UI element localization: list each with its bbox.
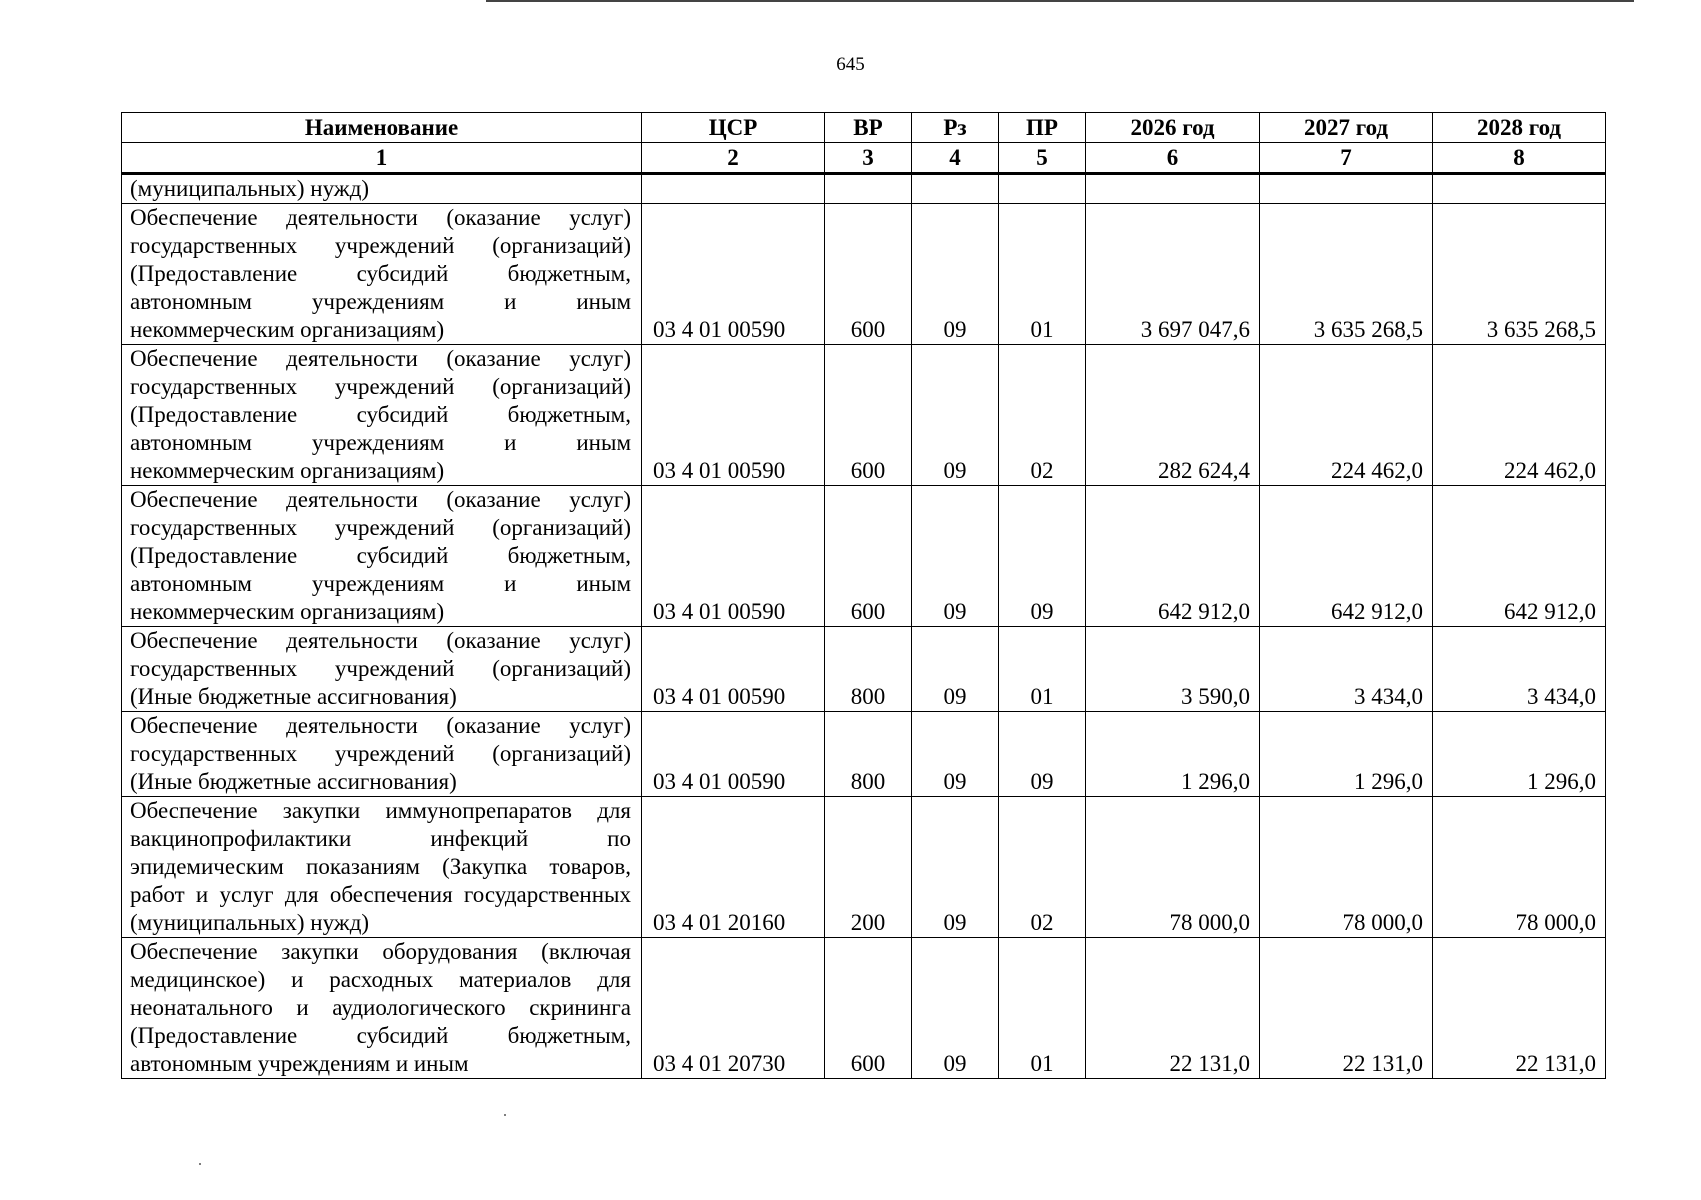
row-csr: 03 4 01 00590 [642,712,825,797]
row-csr: 03 4 01 20730 [642,938,825,1079]
row-rz: 09 [912,204,999,345]
col-number: 1 [122,143,642,174]
col-header-2028: 2028 год [1433,113,1606,143]
table-row [122,204,1606,345]
row-csr: 03 4 01 00590 [642,204,825,345]
col-header-rz: Рз [912,113,999,143]
row-2027: 224 462,0 [1260,345,1433,486]
col-number: 6 [1086,143,1260,174]
row-csr [642,174,825,204]
scan-speck [199,1163,201,1165]
scan-speck [504,1114,506,1116]
col-number: 5 [999,143,1086,174]
col-header-2027: 2027 год [1260,113,1433,143]
row-rz [912,174,999,204]
col-header-name: Наименование [122,113,642,143]
row-name: Обеспечение деятельности (оказание услуг) государственных учреждений (организаций) (Предоставление субсидий бюджетным, автономным учреждениям и иным некоммерческим организациям) [122,204,642,345]
row-vr: 600 [825,938,912,1079]
row-2027: 78 000,0 [1260,797,1433,938]
row-csr: 03 4 01 00590 [642,345,825,486]
table-row [122,345,1606,486]
row-csr: 03 4 01 00590 [642,486,825,627]
col-number: 8 [1433,143,1606,174]
row-pr: 01 [999,204,1086,345]
header-row [122,113,1606,143]
row-vr: 800 [825,712,912,797]
row-2028: 3 434,0 [1433,627,1606,712]
row-2028: 224 462,0 [1433,345,1606,486]
row-rz: 09 [912,712,999,797]
top-rule [486,0,1634,2]
row-pr: 01 [999,627,1086,712]
row-vr: 600 [825,204,912,345]
col-header-csr: ЦСР [642,113,825,143]
row-rz: 09 [912,345,999,486]
row-2026: 22 131,0 [1086,938,1260,1079]
row-csr: 03 4 01 20160 [642,797,825,938]
row-csr: 03 4 01 00590 [642,627,825,712]
row-name: Обеспечение деятельности (оказание услуг) государственных учреждений (организаций) (Предоставление субсидий бюджетным, автономным учреждениям и иным некоммерческим организациям) [122,486,642,627]
column-number-row [122,143,1606,174]
row-name: Обеспечение закупки оборудования (включая медицинское) и расходных материалов для неонатального и аудиологического скрининга (Предоставление субсидий бюджетным, автономным учреждениям и иным [122,938,642,1079]
row-2028 [1433,174,1606,204]
row-2027: 3 635 268,5 [1260,204,1433,345]
table-row [122,174,1606,204]
table-row [122,797,1606,938]
table-row [122,627,1606,712]
row-2028: 1 296,0 [1433,712,1606,797]
row-2027: 642 912,0 [1260,486,1433,627]
row-pr: 02 [999,797,1086,938]
row-vr [825,174,912,204]
budget-table [121,112,1606,1079]
row-2027 [1260,174,1433,204]
row-2026: 1 296,0 [1086,712,1260,797]
row-vr: 800 [825,627,912,712]
row-2028: 642 912,0 [1433,486,1606,627]
row-2026 [1086,174,1260,204]
row-vr: 600 [825,345,912,486]
row-rz: 09 [912,486,999,627]
col-number: 2 [642,143,825,174]
row-name: Обеспечение закупки иммунопрепаратов для вакцинопрофилактики инфекций по эпидемическим показаниям (Закупка товаров, работ и услуг для обеспечения государственных (муниципальных) нужд) [122,797,642,938]
row-2027: 1 296,0 [1260,712,1433,797]
row-name: Обеспечение деятельности (оказание услуг) государственных учреждений (организаций) (Иные бюджетные ассигнования) [122,712,642,797]
row-2026: 282 624,4 [1086,345,1260,486]
row-2028: 3 635 268,5 [1433,204,1606,345]
row-pr: 09 [999,712,1086,797]
row-rz: 09 [912,938,999,1079]
row-pr: 02 [999,345,1086,486]
table-row [122,486,1606,627]
row-vr: 600 [825,486,912,627]
row-2026: 78 000,0 [1086,797,1260,938]
col-header-vr: ВР [825,113,912,143]
row-name: Обеспечение деятельности (оказание услуг) государственных учреждений (организаций) (Иные бюджетные ассигнования) [122,627,642,712]
page-number: 645 [836,54,865,75]
row-vr: 200 [825,797,912,938]
row-2026: 642 912,0 [1086,486,1260,627]
row-2026: 3 697 047,6 [1086,204,1260,345]
col-header-2026: 2026 год [1086,113,1260,143]
table-row [122,712,1606,797]
table-row [122,938,1606,1079]
row-pr: 09 [999,486,1086,627]
row-pr: 01 [999,938,1086,1079]
row-2027: 22 131,0 [1260,938,1433,1079]
row-2027: 3 434,0 [1260,627,1433,712]
row-2028: 22 131,0 [1433,938,1606,1079]
col-header-pr: ПР [999,113,1086,143]
row-rz: 09 [912,627,999,712]
row-name: Обеспечение деятельности (оказание услуг) государственных учреждений (организаций) (Предоставление субсидий бюджетным, автономным учреждениям и иным некоммерческим организациям) [122,345,642,486]
row-rz: 09 [912,797,999,938]
col-number: 3 [825,143,912,174]
row-2026: 3 590,0 [1086,627,1260,712]
col-number: 4 [912,143,999,174]
row-name: (муниципальных) нужд) [122,174,642,204]
row-2028: 78 000,0 [1433,797,1606,938]
row-pr [999,174,1086,204]
col-number: 7 [1260,143,1433,174]
